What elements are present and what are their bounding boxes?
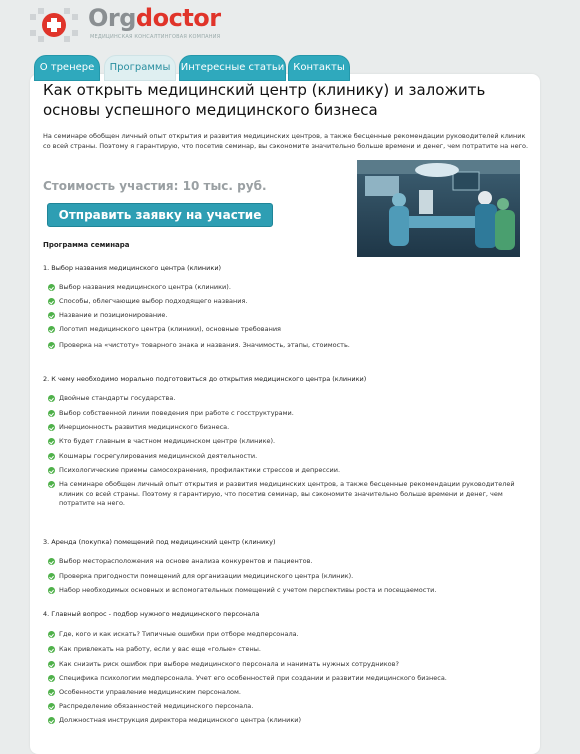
check-icon [48, 424, 55, 431]
list-item: Название и позиционирование. [48, 311, 528, 321]
check-icon [48, 312, 55, 319]
list-item: Особенности управление медицинским персоналом. [48, 688, 528, 698]
section-title: 2. К чему необходимо морально подготовиться до открытия медицинского центра (клиники) [43, 375, 367, 383]
list-item: Где, кого и как искать? Типичные ошибки при отборе медперсонала. [48, 630, 528, 640]
list-item: Выбор названия медицинского центра (клиники). [48, 283, 528, 293]
list-item: На семинаре обобщен личный опыт открытия и развития медицинских центров, а также бесценные рекомендации руководителей клиник со всей страны. Поэтому я гарантирую, что посетив семинар, вы сэкономите значительно больше времени и денег, чем потратите на него. [48, 480, 528, 509]
list-item: Инерционность развития медицинского бизнеса. [48, 423, 528, 433]
list-item: Способы, облегчающие выбор подходящего названия. [48, 297, 528, 307]
check-icon [48, 558, 55, 565]
check-icon [48, 689, 55, 696]
list-item: Выбор собственной линии поведения при работе с госструктурами. [48, 409, 528, 419]
check-icon [48, 284, 55, 291]
list-item: Должностная инструкция директора медицинского центра (клиники) [48, 716, 528, 726]
list-item: Проверка пригодности помещений для организации медицинского центра (клиник). [48, 572, 528, 582]
site-header [0, 0, 580, 52]
section-title: 3. Аренда (покупка) помещений под медицинский центр (клинику) [43, 538, 276, 546]
price-text: Стоимость участия: 10 тыс. руб. [43, 179, 267, 193]
tab-articles[interactable]: Интересные статьи [179, 55, 286, 81]
list-item: Кошмары госрегулирования медицинской деятельности. [48, 452, 528, 462]
list-item: Проверка на «чистоту» товарного знака и названия. Значимость, этапы, стоимость. [48, 341, 528, 351]
check-icon [48, 631, 55, 638]
check-icon [48, 646, 55, 653]
program-heading: Программа семинара [43, 241, 130, 249]
check-icon [48, 675, 55, 682]
tab-about-trainer[interactable]: О тренере [34, 55, 100, 81]
check-icon [48, 467, 55, 474]
intro-text: На семинаре обобщен личный опыт открытия и развития медицинских центров, а также бесценные рекомендации руководителей клиник со всей страны. Поэтому я гарантирую, что посетив семинар, вы сэкономите значительно больше времени и денег, чем потратите на него. [43, 132, 529, 150]
medical-cross-logo-icon[interactable] [30, 8, 78, 42]
check-icon [48, 342, 55, 349]
check-icon [48, 573, 55, 580]
check-icon [48, 481, 55, 488]
check-icon [48, 438, 55, 445]
list-item: Набор необходимых основных и вспомогательных помещений с учетом перспективы роста и посещаемости. [48, 586, 528, 596]
check-icon [48, 703, 55, 710]
check-icon [48, 395, 55, 402]
list-item: Логотип медицинского центра (клиники), основные требования [48, 325, 528, 335]
check-icon [48, 326, 55, 333]
brand-name-part1: Org [88, 4, 136, 32]
list-item: Кто будет главным в частном медицинском центре (клинике). [48, 437, 528, 447]
check-icon [48, 453, 55, 460]
list-item: Двойные стандарты государства. [48, 394, 528, 404]
check-icon [48, 717, 55, 724]
tab-programs[interactable]: Программы [104, 55, 176, 81]
section-title: 4. Главный вопрос - подбор нужного медицинского персонала [43, 610, 260, 618]
list-item: Психологические приемы самосохранения, профилактики стрессов и депрессии. [48, 466, 528, 476]
list-item: Как снизить риск ошибок при выборе медицинского персонала и нанимать нужных сотрудников? [48, 660, 528, 670]
check-icon [48, 587, 55, 594]
section-title: 1. Выбор названия медицинского центра (клиники) [43, 264, 222, 272]
apply-button[interactable]: Отправить заявку на участие [47, 203, 273, 227]
check-icon [48, 661, 55, 668]
brand-logo[interactable] [88, 4, 221, 32]
brand-name-part2: doctor [135, 4, 221, 32]
list-item: Специфика психологии медперсонала. Учет его особенностей при создании и развитии медицинского бизнеса. [48, 674, 528, 684]
brand-tagline: МЕДИЦИНСКАЯ КОНСАЛТИНГОВАЯ КОМПАНИЯ [90, 34, 221, 40]
tab-contacts[interactable]: Контакты [288, 55, 350, 81]
list-item: Как привлекать на работу, если у вас еще «голые» стены. [48, 645, 528, 655]
page-title: Как открыть медицинский центр (клинику) и заложить основы успешного медицинского бизнеса [43, 81, 486, 119]
surgery-photo [357, 160, 520, 257]
check-icon [48, 298, 55, 305]
list-item: Выбор месторасположения на основе анализа конкурентов и пациентов. [48, 557, 528, 567]
list-item: Распределение обязанностей медицинского персонала. [48, 702, 528, 712]
check-icon [48, 410, 55, 417]
